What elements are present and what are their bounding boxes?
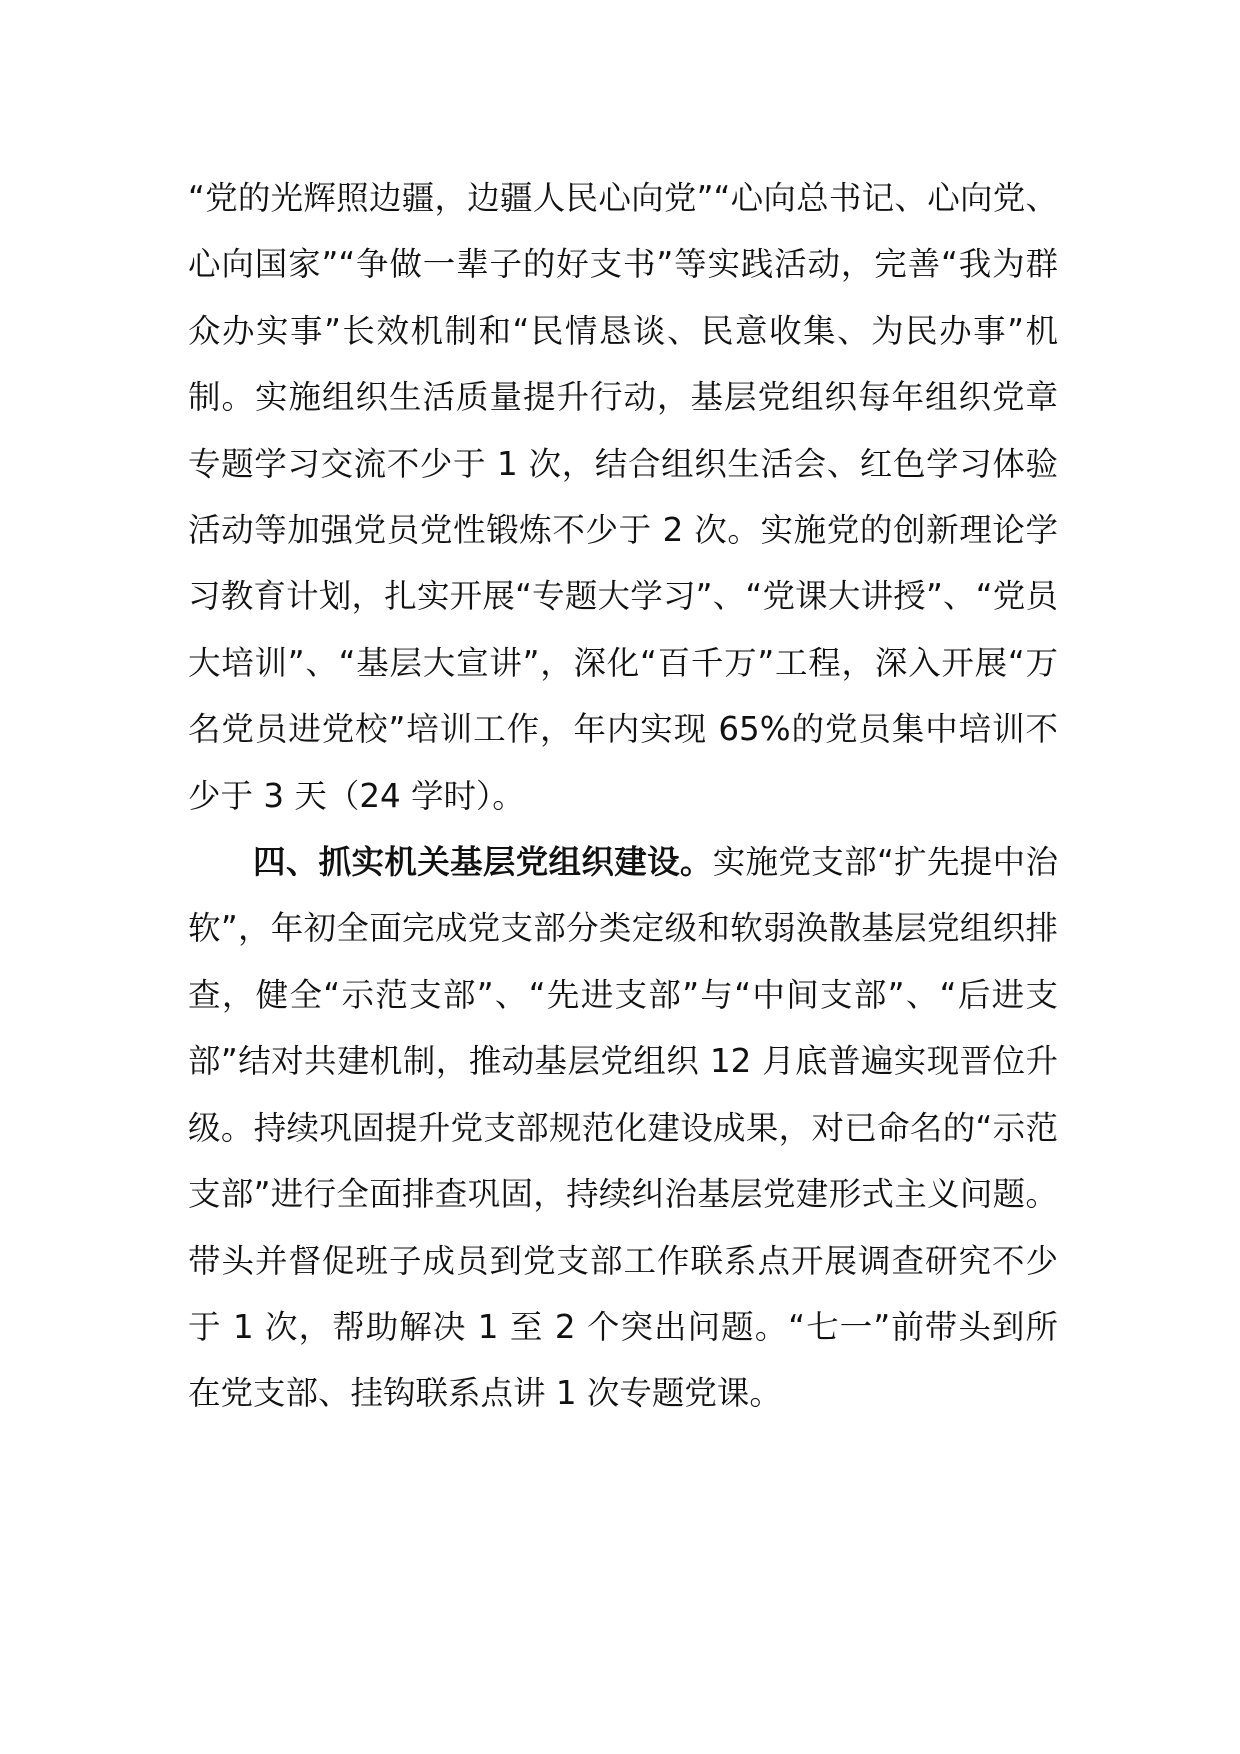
document-body	[188, 165, 1058, 1427]
section-heading: 四、抓实机关基层党组织建设。	[253, 843, 713, 882]
paragraph-section-four	[188, 829, 1058, 1427]
paragraph-continued: “党的光辉照边疆，边疆人民心向党”“心向总书记、心向党、心向国家”“争做一辈子的好支书”等实践活动，完善“我为群众办实事”长效机制和“民情恳谈、民意收集、为民办事”机制。实施组织生活质量提升行动，基层党组织每年组织党章专题学习交流不少于 1 次，结合组织生活会、红色学习体验活动等加强党员党性锻炼不少于 2 次。实施党的创新理论学习教育计划，扎实开展“专题大学习”、“党课大讲授”、“党员大培训”、“基层大宣讲”，深化“百千万”工程，深入开展“万名党员进党校”培训工作，年内实现 65%的党员集中培训不少于 3 天（24 学时）。	[188, 179, 1058, 815]
section-body: 实施党支部“扩先提中治软”，年初全面完成党支部分类定级和软弱涣散基层党组织排查，健全“示范支部”、“先进支部”与“中间支部”、“后进支部”结对共建机制，推动基层党组织 12 月底普遍实现晋位升级。持续巩固提升党支部规范化建设成果，对已命名的“示范支部”进行全面排查巩固，持续纠治基层党建形式主义问题。带头并督促班子成员到党支部工作联系点开展调查研究不少于 1 次，帮助解决 1 至 2 个突出问题。“七一”前带头到所在党支部、挂钩联系点讲 1 次专题党课。	[188, 843, 1058, 1413]
